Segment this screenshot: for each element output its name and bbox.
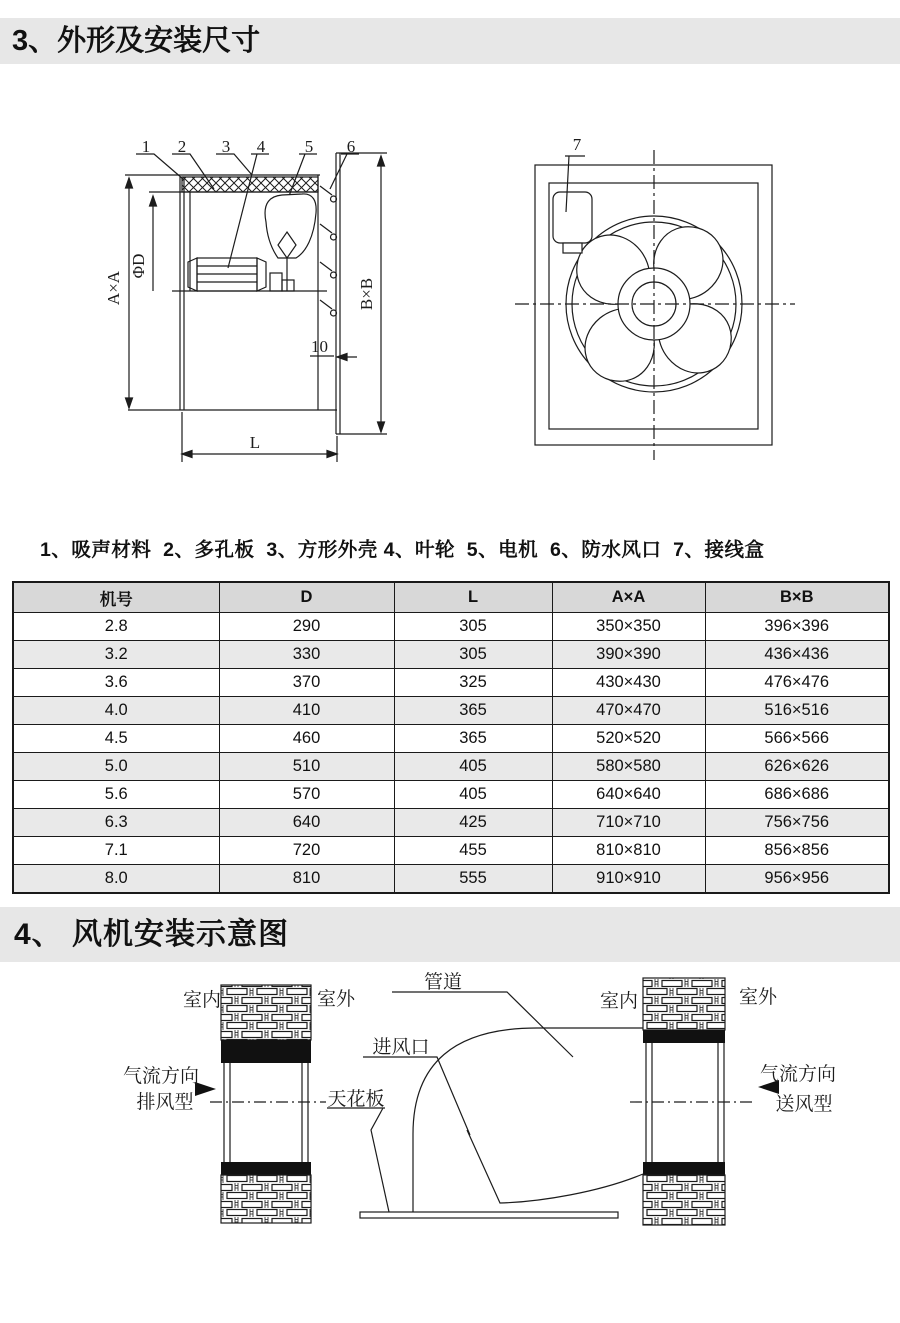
table-cell: 370 xyxy=(219,669,394,697)
table-row xyxy=(13,613,889,641)
table-cell: 910×910 xyxy=(552,865,705,894)
brick-wall xyxy=(221,1175,311,1223)
table-cell: 570 xyxy=(219,781,394,809)
table-row xyxy=(13,669,889,697)
table-row xyxy=(13,837,889,865)
fan-flange-bottom xyxy=(221,1162,311,1175)
dim-phid-label: ΦD xyxy=(129,253,148,279)
table-row xyxy=(13,641,889,669)
dim-axa xyxy=(104,178,133,408)
table-cell: 720 xyxy=(219,837,394,865)
table-cell: 856×856 xyxy=(705,837,889,865)
dim-axa-label: A×A xyxy=(104,270,123,306)
size-table xyxy=(12,581,890,894)
callout-leaders xyxy=(136,154,359,268)
table-cell: 7.1 xyxy=(13,837,219,865)
callout-numbers xyxy=(142,137,356,156)
table-cell: 810×810 xyxy=(552,837,705,865)
table-cell: 566×566 xyxy=(705,725,889,753)
table-cell: 686×686 xyxy=(705,781,889,809)
col-header-model: 机号 xyxy=(13,582,219,613)
waterproof-cowl xyxy=(320,153,387,434)
table-cell: 3.6 xyxy=(13,669,219,697)
floor-base xyxy=(360,1212,618,1218)
table-cell: 4.0 xyxy=(13,697,219,725)
label-airflow-right: 气流方向 xyxy=(759,1064,837,1085)
callout-5: 5 xyxy=(304,137,314,156)
table-cell: 756×756 xyxy=(705,809,889,837)
install-diagram-svg xyxy=(0,962,900,1302)
table-row xyxy=(13,725,889,753)
table-cell: 305 xyxy=(394,641,552,669)
col-header-d: D xyxy=(219,582,394,613)
table-row xyxy=(13,809,889,837)
section4-title: 4、 风机安装示意图 xyxy=(0,907,900,962)
table-cell: 430×430 xyxy=(552,669,705,697)
impeller-blade xyxy=(265,194,316,291)
table-cell: 350×350 xyxy=(552,613,705,641)
table-cell: 455 xyxy=(394,837,552,865)
label-ceiling: 天花板 xyxy=(327,1089,385,1110)
table-cell: 4.5 xyxy=(13,725,219,753)
dim-length-L xyxy=(182,412,337,462)
callout-6: 6 xyxy=(346,137,356,156)
table-cell: 8.0 xyxy=(13,865,219,894)
col-header-bxb: B×B xyxy=(705,582,889,613)
table-cell: 626×626 xyxy=(705,753,889,781)
fan-flange-bottom xyxy=(643,1162,725,1175)
size-table-body xyxy=(13,613,889,894)
table-cell: 305 xyxy=(394,613,552,641)
dim-gap-10 xyxy=(310,337,357,361)
table-cell: 436×436 xyxy=(705,641,889,669)
label-supply-type: 送风型 xyxy=(775,1094,833,1115)
table-cell: 460 xyxy=(219,725,394,753)
label-outdoor-right: 室外 xyxy=(738,987,778,1008)
right-wall-fan xyxy=(630,978,779,1225)
brick-wall xyxy=(643,978,725,1030)
table-cell: 640×640 xyxy=(552,781,705,809)
label-indoor-right: 室内 xyxy=(599,991,639,1012)
callout-3: 3 xyxy=(221,137,231,156)
table-cell: 290 xyxy=(219,613,394,641)
duct-outer-curve xyxy=(413,1028,643,1212)
duct-walls xyxy=(224,1063,308,1162)
label-duct: 管道 xyxy=(423,972,463,993)
table-cell: 5.6 xyxy=(13,781,219,809)
table-cell: 3.2 xyxy=(13,641,219,669)
table-cell: 710×710 xyxy=(552,809,705,837)
table-header-row xyxy=(13,582,889,613)
table-cell: 365 xyxy=(394,697,552,725)
table-cell: 365 xyxy=(394,725,552,753)
dim-length-label: L xyxy=(249,433,261,452)
callout-1: 1 xyxy=(141,137,151,156)
callout-4: 4 xyxy=(256,137,266,156)
table-cell: 405 xyxy=(394,781,552,809)
fan-flange-top xyxy=(643,1030,725,1043)
label-exhaust-type: 排风型 xyxy=(136,1092,194,1113)
cross-section-drawing xyxy=(104,137,387,462)
table-cell: 640 xyxy=(219,809,394,837)
table-cell: 410 xyxy=(219,697,394,725)
table-cell: 6.3 xyxy=(13,809,219,837)
label-inlet: 进风口 xyxy=(372,1037,430,1058)
label-airflow-left: 气流方向 xyxy=(122,1066,200,1087)
table-cell: 325 xyxy=(394,669,552,697)
dim-bxb xyxy=(357,156,385,432)
front-view-drawing xyxy=(515,135,795,460)
label-indoor-left: 室内 xyxy=(182,990,222,1011)
dim-phid xyxy=(129,196,157,291)
motor-assembly xyxy=(172,258,327,291)
table-cell: 405 xyxy=(394,753,552,781)
table-cell: 425 xyxy=(394,809,552,837)
col-header-axa: A×A xyxy=(552,582,705,613)
brick-wall xyxy=(643,1175,725,1225)
fan-flange-top xyxy=(221,1040,311,1063)
dim-gap-label: 10 xyxy=(311,337,328,356)
table-cell: 390×390 xyxy=(552,641,705,669)
col-header-l: L xyxy=(394,582,552,613)
table-row xyxy=(13,697,889,725)
table-row xyxy=(13,781,889,809)
label-outdoor-left: 室外 xyxy=(316,989,356,1010)
table-cell: 956×956 xyxy=(705,865,889,894)
table-cell: 510 xyxy=(219,753,394,781)
left-wall-fan xyxy=(195,985,326,1223)
brick-wall xyxy=(221,985,311,1040)
table-cell: 555 xyxy=(394,865,552,894)
callout-2: 2 xyxy=(177,137,187,156)
table-row xyxy=(13,865,889,894)
table-cell: 330 xyxy=(219,641,394,669)
table-cell: 2.8 xyxy=(13,613,219,641)
junction-box xyxy=(553,192,592,253)
callout-7-label: 7 xyxy=(572,135,582,154)
table-row xyxy=(13,753,889,781)
table-cell: 520×520 xyxy=(552,725,705,753)
sound-absorb-strip xyxy=(182,177,318,192)
table-cell: 580×580 xyxy=(552,753,705,781)
table-cell: 516×516 xyxy=(705,697,889,725)
parts-legend: 1、吸声材料 2、多孔板 3、方形外壳 4、叶轮 5、电机 6、防水风口 7、接线盒 xyxy=(40,539,765,561)
duct-inner-curve xyxy=(467,1130,643,1203)
table-cell: 470×470 xyxy=(552,697,705,725)
outline-drawings-svg xyxy=(0,66,900,526)
table-cell: 396×396 xyxy=(705,613,889,641)
table-cell: 5.0 xyxy=(13,753,219,781)
dim-bxb-label: B×B xyxy=(357,277,376,311)
table-cell: 476×476 xyxy=(705,669,889,697)
table-cell: 810 xyxy=(219,865,394,894)
section3-title: 3、外形及安装尺寸 xyxy=(0,18,900,64)
